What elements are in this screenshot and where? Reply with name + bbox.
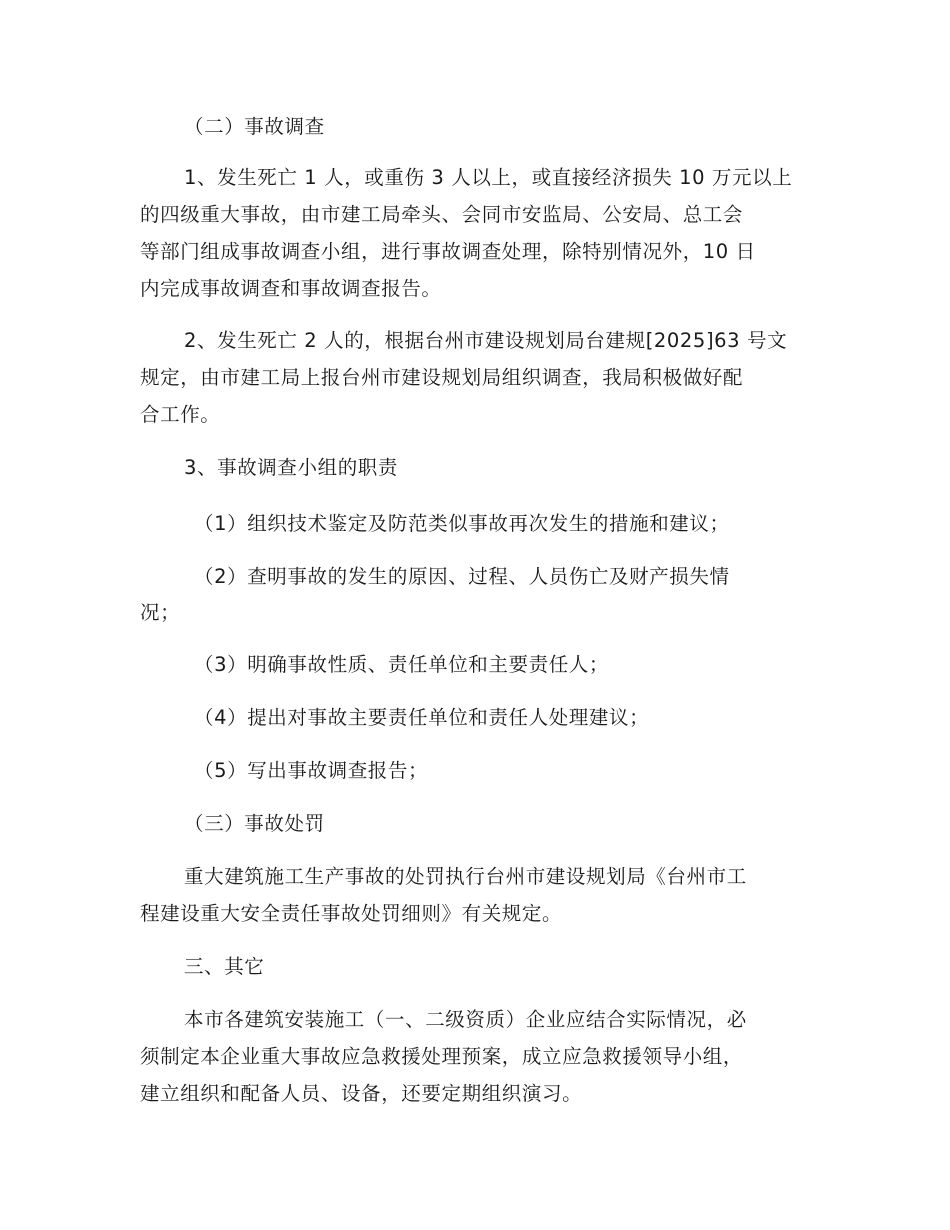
paragraph-1-line-4: 内完成事故调查和事故调查报告。: [140, 277, 442, 300]
paragraph-1-line-2: 的四级重大事故，由市建工局牵头、会同市安监局、公安局、总工会: [140, 203, 744, 226]
duty-item-1: （1）组织技术鉴定及防范类似事故再次发生的措施和建议；: [194, 512, 730, 535]
paragraph-5-line-2: 须制定本企业重大事故应急救援处理预案，成立应急救援领导小组，: [140, 1045, 744, 1068]
duty-item-3: （3）明确事故性质、责任单位和主要责任人；: [194, 653, 610, 676]
duty-item-2-line-1: （2）查明事故的发生的原因、过程、人员伤亡及财产损失情: [194, 565, 730, 588]
paragraph-5-line-3: 建立组织和配备人员、设备，还要定期组织演习。: [140, 1082, 583, 1105]
paragraph-4-line-1: 重大建筑施工生产事故的处罚执行台州市建设规划局《台州市工: [184, 865, 747, 888]
duty-item-4: （4）提出对事故主要责任单位和责任人处理建议；: [194, 706, 650, 729]
paragraph-2-line-2: 规定，由市建工局上报台州市建设规划局组织调查，我局积极做好配: [140, 366, 744, 389]
paragraph-2-line-3: 合工作。: [140, 403, 221, 426]
paragraph-1-line-1: 1、发生死亡 1 人，或重伤 3 人以上，或直接经济损失 10 万元以上: [184, 166, 793, 189]
paragraph-4-line-2: 程建设重大安全责任事故处罚细则》有关规定。: [140, 902, 563, 925]
paragraph-1-line-3: 等部门组成事故调查小组，进行事故调查处理，除特别情况外，10 日: [140, 240, 756, 263]
paragraph-5-line-1: 本市各建筑安装施工（一、二级资质）企业应结合实际情况，必: [184, 1008, 747, 1031]
duties-heading: 3、事故调查小组的职责: [184, 456, 399, 479]
paragraph-2-line-1: 2、发生死亡 2 人的，根据台州市建设规划局台建规[2025]63 号文: [184, 329, 788, 352]
section-heading-penalty: （三）事故处罚: [184, 812, 325, 835]
duty-item-5: （5）写出事故调查报告；: [194, 759, 429, 782]
section-heading-other: 三、其它: [184, 955, 265, 978]
section-heading-investigation: （二）事故调查: [184, 115, 325, 138]
duty-item-2-line-2: 况；: [140, 601, 181, 624]
